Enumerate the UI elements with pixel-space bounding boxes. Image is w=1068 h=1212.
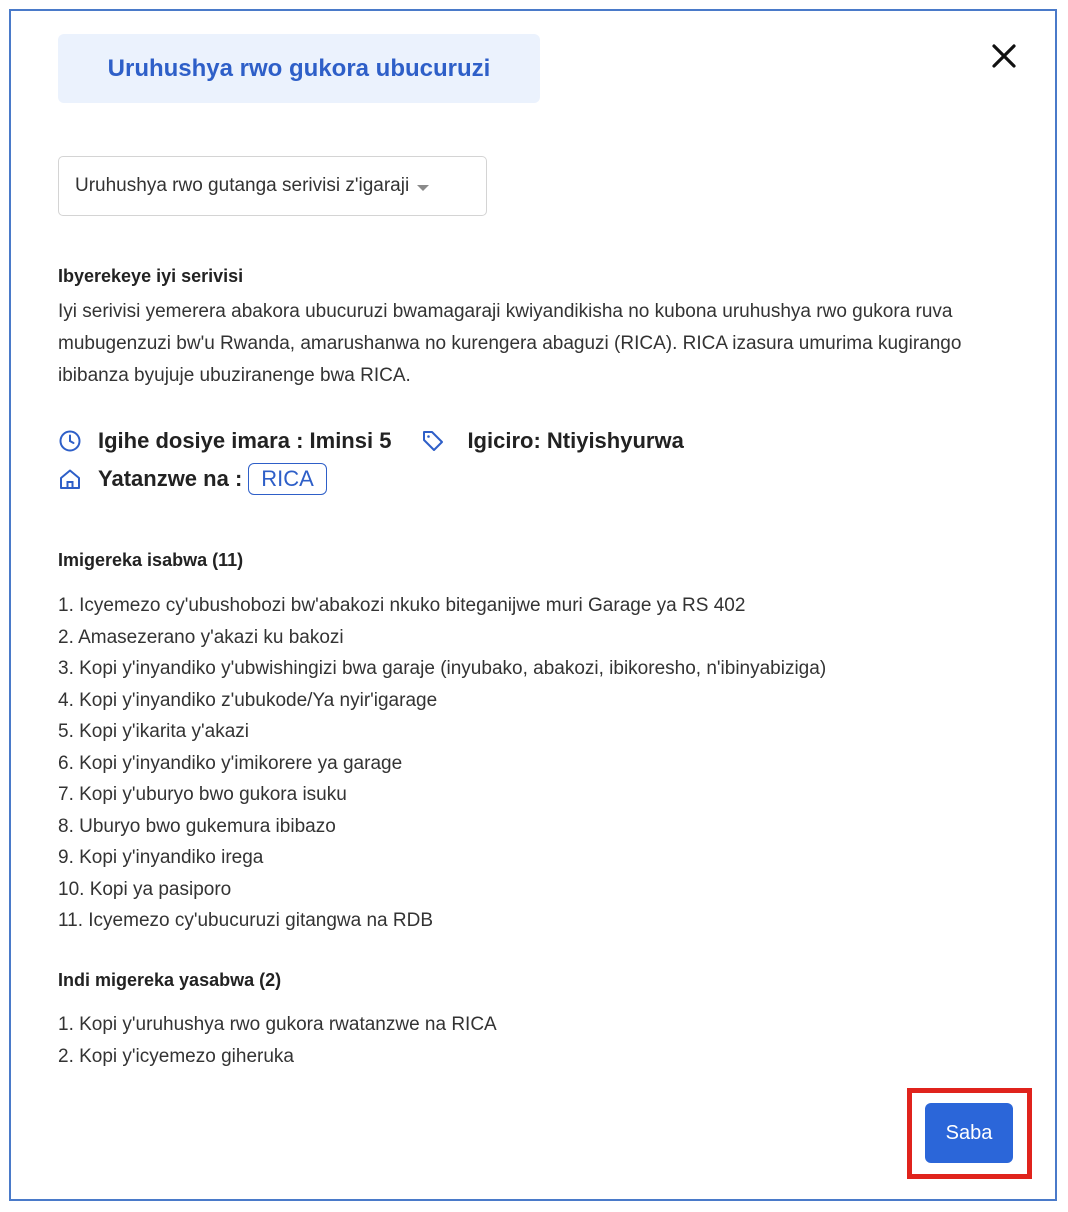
list-item: 9. Kopi y'inyandiko irega: [58, 847, 264, 868]
list-item: 7. Kopi y'uburyo bwo gukora isuku: [58, 784, 347, 805]
provided-by-label: Yatanzwe na :: [98, 466, 243, 491]
other-requirements-heading: Indi migereka yasabwa (2): [58, 970, 282, 990]
list-item: 8. Uburyo bwo gukemura ibibazo: [58, 815, 336, 837]
list-item: 2. Kopi y'icyemezo giheruka: [58, 1045, 294, 1067]
close-icon: [991, 43, 1017, 69]
about-heading: Ibyerekeye iyi serivisi: [58, 266, 244, 286]
service-select-value: Uruhushya rwo gutanga serivisi z'igaraji: [75, 175, 410, 196]
other-requirements-list: [58, 1009, 497, 1072]
processing-time: Igihe dosiye imara : Iminsi 5: [98, 428, 392, 453]
service-select[interactable]: [58, 156, 487, 216]
close-button[interactable]: [986, 38, 1022, 74]
requirements-list: [58, 590, 826, 937]
list-item: 11. Icyemezo cy'ubucuruzi gitangwa na RDB: [58, 910, 434, 931]
apply-button[interactable]: Saba: [925, 1103, 1013, 1163]
list-item: 6. Kopi y'inyandiko y'imikorere ya garage: [58, 752, 403, 774]
list-item: 3. Kopi y'inyandiko y'ubwishingizi bwa garaje (inyubako, abakozi, ibikoresho, n'ibinyabiziga): [58, 658, 827, 679]
list-item: 1. Icyemezo cy'ubushobozi bw'abakozi nkuko biteganijwe muri Garage ya RS 402: [58, 595, 746, 616]
service-meta-row: [58, 428, 684, 454]
caret-down-icon: [417, 185, 429, 191]
list-item: 5. Kopi y'ikarita y'akazi: [58, 721, 250, 742]
clock-icon: [58, 429, 82, 453]
list-item: 1. Kopi y'uruhushya rwo gukora rwatanzwe na RICA: [58, 1014, 497, 1035]
requirements-heading: Imigereka isabwa (11): [58, 550, 244, 570]
provider-badge: RICA: [248, 463, 327, 495]
price: Igiciro: Ntiyishyurwa: [467, 428, 684, 453]
list-item: 2. Amasezerano y'akazi ku bakozi: [58, 626, 344, 648]
tag-icon: [421, 429, 445, 453]
list-item: 4. Kopi y'inyandiko z'ubukode/Ya nyir'igarage: [58, 689, 438, 711]
home-icon: [58, 467, 82, 491]
provider-row: [58, 463, 327, 495]
list-item: 10. Kopi ya pasiporo: [58, 878, 232, 900]
about-text: Iyi serivisi yemerera abakora ubucuruzi bwamagaraji kwiyandikisha no kubona uruhushya rwo gukora ruva mubugenzuzi bw'u Rwanda, amarushanwa no kurengera abaguzi (RICA). RICA izasura umurima kugirango ibibanza byujuje ubuziranenge bwa RICA.: [58, 301, 962, 386]
modal-title: Uruhushya rwo gukora ubucuruzi: [58, 34, 540, 103]
